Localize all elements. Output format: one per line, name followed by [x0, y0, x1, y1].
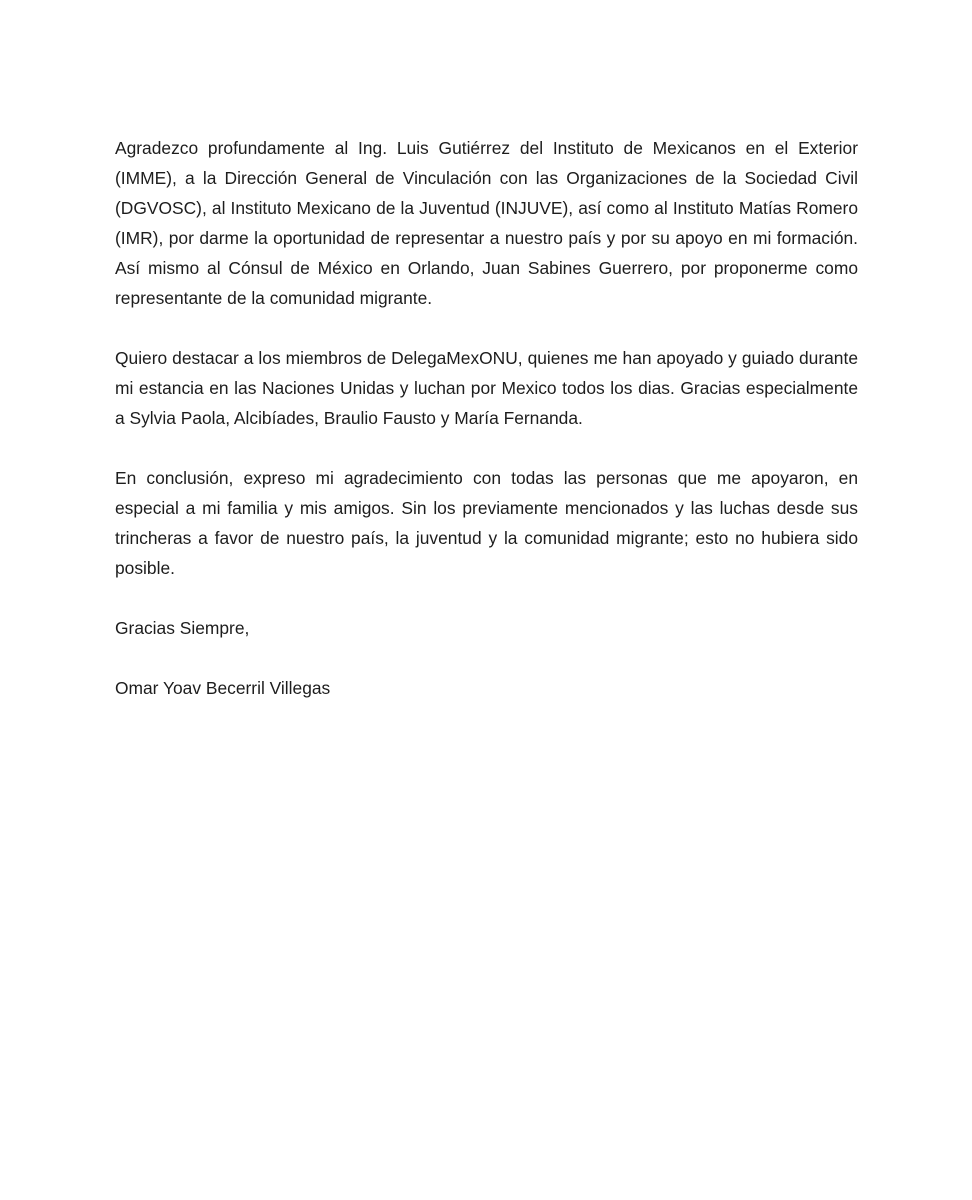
letter-body: [115, 133, 858, 733]
signature-name: Omar Yoav Becerril Villegas: [115, 678, 331, 698]
paragraph-delegation: Quiero destacar a los miembros de DelegaMexONU, quienes me han apoyado y guiado durante mi estancia en las Naciones Unidas y luchan por Mexico todos los dias. Gracias especialmente a Sylvia Paola, Alcibíades, Braulio Fausto y María Fernanda.: [115, 348, 858, 428]
paragraph-acknowledgements: Agradezco profundamente al Ing. Luis Gutiérrez del Instituto de Mexicanos en el Exterior (IMME), a la Dirección General de Vinculación con las Organizaciones de la Sociedad Civil (DGVOSC), al Instituto Mexicano de la Juventud (INJUVE), así como al Instituto Matías Romero (IMR), por darme la oportunidad de representar a nuestro país y por su apoyo en mi formación. Así mismo al Cónsul de México en Orlando, Juan Sabines Guerrero, por proponerme como representante de la comunidad migrante.: [115, 138, 858, 308]
closing-line: Gracias Siempre,: [115, 618, 250, 638]
paragraph-conclusion: En conclusión, expreso mi agradecimiento con todas las personas que me apoyaron, en especial a mi familia y mis amigos. Sin los previamente mencionados y las luchas desde sus trincheras a favor de nuestro país, la juventud y la comunidad migrante; esto no hubiera sido posible.: [115, 468, 858, 578]
